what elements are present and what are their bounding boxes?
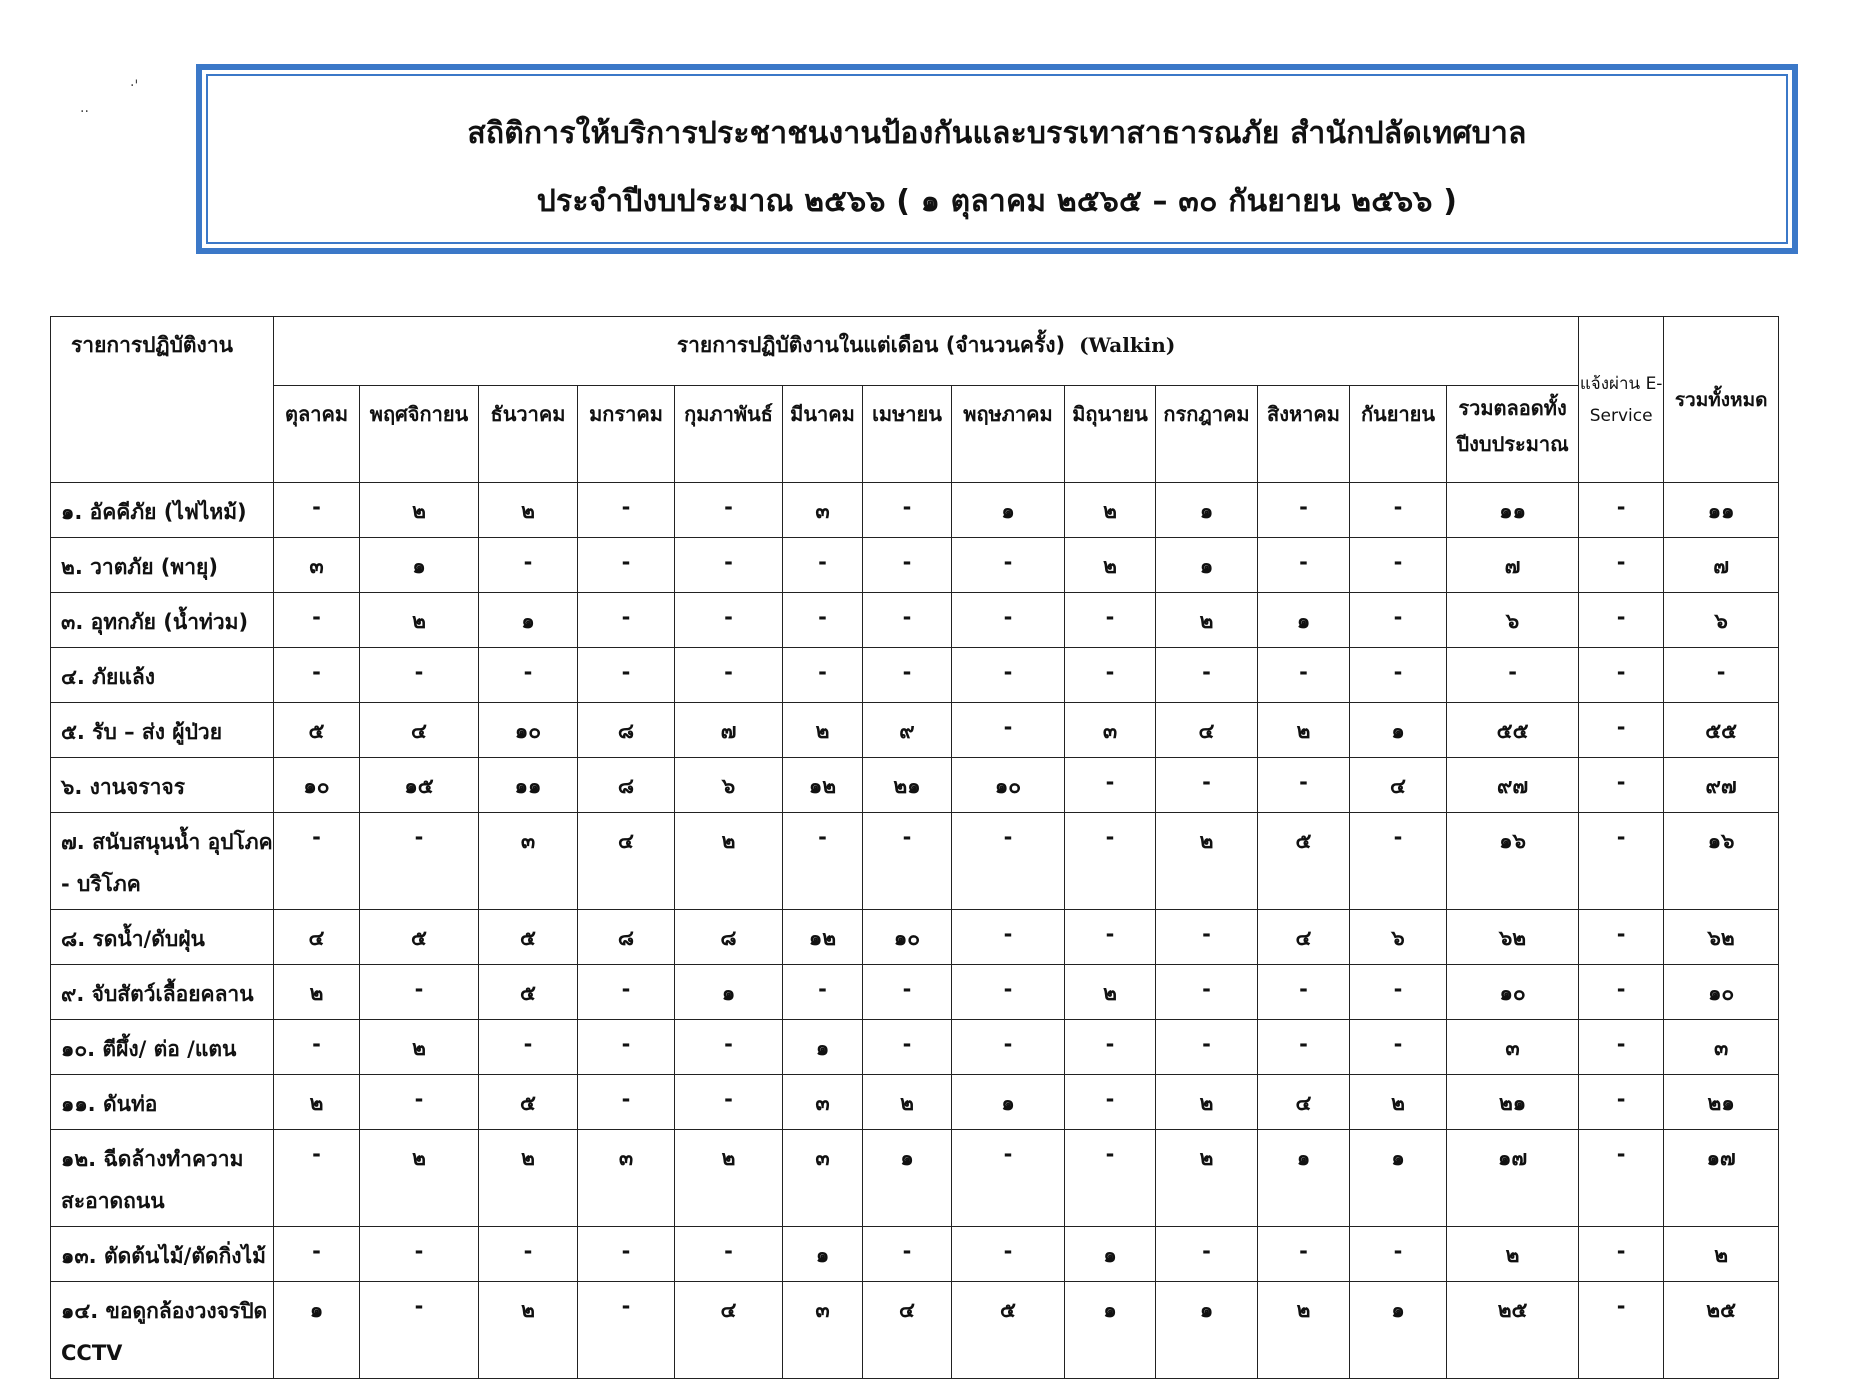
month-value-cell: ๑๒ <box>783 758 863 813</box>
row-label: ๕. รับ – ส่ง ผู้ป่วย <box>51 703 274 758</box>
month-value-cell: - <box>274 813 360 910</box>
month-value-cell: ๔ <box>360 703 479 758</box>
row-label: ๓. อุทกภัย (น้ำท่วม) <box>51 593 274 648</box>
title-box <box>196 64 1798 254</box>
row-label: ๗. สนับสนุนน้ำ อุปโภค - บริโภค <box>51 813 274 910</box>
month-value-cell: - <box>1065 1020 1156 1075</box>
month-value-cell: ๔ <box>1258 910 1350 965</box>
header-row-top <box>51 317 1779 386</box>
month-value-cell: ๖ <box>675 758 783 813</box>
eservice-cell: - <box>1579 965 1664 1020</box>
month-value-cell: - <box>360 1227 479 1282</box>
month-value-cell: ๔ <box>274 910 360 965</box>
month-header: พฤศจิกายน <box>360 386 479 483</box>
month-value-cell: ๕ <box>479 1075 578 1130</box>
month-value-cell: ๒ <box>1156 593 1258 648</box>
month-value-cell: - <box>863 483 952 538</box>
month-value-cell: ๑ <box>1065 1227 1156 1282</box>
month-header: เมษายน <box>863 386 952 483</box>
month-value-cell: ๑ <box>675 965 783 1020</box>
month-value-cell: - <box>783 965 863 1020</box>
month-value-cell: - <box>578 483 675 538</box>
sum-header: รวมตลอดทั้ง ปีงบประมาณ <box>1447 386 1579 483</box>
month-value-cell: - <box>1350 965 1447 1020</box>
month-value-cell: ๔ <box>1350 758 1447 813</box>
total-cell: ๙๗ <box>1664 758 1779 813</box>
row-label: ๔. ภัยแล้ง <box>51 648 274 703</box>
table-row <box>51 1282 1779 1379</box>
month-value-cell: - <box>952 965 1065 1020</box>
sum-cell: ๖ <box>1447 593 1579 648</box>
month-value-cell: - <box>952 593 1065 648</box>
month-value-cell: - <box>479 538 578 593</box>
sum-cell: ๒ <box>1447 1227 1579 1282</box>
month-value-cell: ๔ <box>578 813 675 910</box>
page-title: สถิติการให้บริการประชาชนงานป้องกันและบรรเทาสาธารณภัย สำนักปลัดเทศบาล <box>467 116 1527 151</box>
statistics-table <box>50 316 1779 1379</box>
month-value-cell: ๒๑ <box>863 758 952 813</box>
month-header: มกราคม <box>578 386 675 483</box>
month-value-cell: - <box>952 910 1065 965</box>
month-value-cell: - <box>578 538 675 593</box>
month-value-cell: ๕ <box>479 910 578 965</box>
month-value-cell: ๑ <box>1156 1282 1258 1379</box>
month-value-cell: - <box>1350 593 1447 648</box>
month-value-cell: ๒ <box>360 593 479 648</box>
month-value-cell: - <box>952 1130 1065 1227</box>
month-value-cell: ๑๐ <box>274 758 360 813</box>
table-row <box>51 1020 1779 1075</box>
sum-cell: ๙๗ <box>1447 758 1579 813</box>
month-header: กุมภาพันธ์ <box>675 386 783 483</box>
month-value-cell: - <box>1065 648 1156 703</box>
header-group <box>274 317 1579 386</box>
month-value-cell: - <box>675 1075 783 1130</box>
month-value-cell: - <box>274 1130 360 1227</box>
scan-speck: ·' <box>130 78 139 94</box>
month-value-cell: - <box>1156 1020 1258 1075</box>
month-value-cell: ๘ <box>578 758 675 813</box>
table-row <box>51 1227 1779 1282</box>
month-value-cell: - <box>274 648 360 703</box>
sum-cell: ๗ <box>1447 538 1579 593</box>
month-value-cell: ๑ <box>1350 1282 1447 1379</box>
table-row <box>51 593 1779 648</box>
month-value-cell: ๑๑ <box>479 758 578 813</box>
month-value-cell: ๔ <box>1156 703 1258 758</box>
month-value-cell: - <box>952 648 1065 703</box>
month-value-cell: - <box>1350 483 1447 538</box>
eservice-cell: - <box>1579 593 1664 648</box>
month-value-cell: ๒ <box>675 813 783 910</box>
total-cell: ๗ <box>1664 538 1779 593</box>
month-value-cell: ๑๐ <box>863 910 952 965</box>
month-header: มิถุนายน <box>1065 386 1156 483</box>
month-header: มีนาคม <box>783 386 863 483</box>
month-value-cell: ๑ <box>1258 593 1350 648</box>
month-value-cell: - <box>783 593 863 648</box>
month-value-cell: ๒ <box>1258 1282 1350 1379</box>
total-cell: ๖๒ <box>1664 910 1779 965</box>
month-value-cell: ๓ <box>783 1130 863 1227</box>
month-value-cell: ๑ <box>1156 483 1258 538</box>
total-cell: ๑๗ <box>1664 1130 1779 1227</box>
month-value-cell: ๑ <box>863 1130 952 1227</box>
month-value-cell: ๑๐ <box>952 758 1065 813</box>
month-value-cell: - <box>274 483 360 538</box>
month-value-cell: - <box>783 648 863 703</box>
month-value-cell: - <box>360 648 479 703</box>
month-value-cell: ๗ <box>675 703 783 758</box>
total-cell: - <box>1664 648 1779 703</box>
month-value-cell: ๒ <box>274 965 360 1020</box>
month-value-cell: ๒ <box>479 483 578 538</box>
month-value-cell: - <box>1258 758 1350 813</box>
month-value-cell: ๑ <box>274 1282 360 1379</box>
month-value-cell: ๓ <box>1065 703 1156 758</box>
month-value-cell: - <box>1350 813 1447 910</box>
header-total: รวมทั้งหมด <box>1664 317 1779 483</box>
month-value-cell: ๑๒ <box>783 910 863 965</box>
sum-cell: ๒๑ <box>1447 1075 1579 1130</box>
eservice-cell: - <box>1579 1130 1664 1227</box>
month-value-cell: ๖ <box>1350 910 1447 965</box>
month-value-cell: ๕ <box>360 910 479 965</box>
total-cell: ๕๕ <box>1664 703 1779 758</box>
month-header: กรกฎาคม <box>1156 386 1258 483</box>
sum-cell: ๑๑ <box>1447 483 1579 538</box>
row-label: ๖. งานจราจร <box>51 758 274 813</box>
page-subtitle: ประจำปีงบประมาณ ๒๕๖๖ ( ๑ ตุลาคม ๒๕๖๕ – ๓๐ กันยายน ๒๕๖๖ ) <box>536 184 1458 219</box>
month-value-cell: ๒ <box>274 1075 360 1130</box>
month-value-cell: ๓ <box>783 1282 863 1379</box>
month-value-cell: - <box>675 648 783 703</box>
month-value-cell: - <box>1350 648 1447 703</box>
month-value-cell: ๒ <box>863 1075 952 1130</box>
month-header: ธันวาคม <box>479 386 578 483</box>
table-row <box>51 1075 1779 1130</box>
month-value-cell: - <box>274 1227 360 1282</box>
month-value-cell: ๒ <box>1065 538 1156 593</box>
month-value-cell: - <box>1156 758 1258 813</box>
month-value-cell: - <box>1350 1020 1447 1075</box>
month-value-cell: ๒ <box>1065 965 1156 1020</box>
month-value-cell: ๕ <box>1258 813 1350 910</box>
month-value-cell: - <box>1350 1227 1447 1282</box>
month-value-cell: ๑ <box>479 593 578 648</box>
month-value-cell: ๕ <box>952 1282 1065 1379</box>
header-item: รายการปฏิบัติงาน <box>51 317 274 483</box>
table-row <box>51 813 1779 910</box>
month-value-cell: ๔ <box>675 1282 783 1379</box>
month-value-cell: - <box>675 483 783 538</box>
row-label: ๑๔. ขอดูกล้องวงจรปิด CCTV <box>51 1282 274 1379</box>
month-value-cell: ๕ <box>274 703 360 758</box>
row-label: ๑๐. ตีผึ้ง/ ต่อ /แตน <box>51 1020 274 1075</box>
table-row <box>51 648 1779 703</box>
total-cell: ๑๑ <box>1664 483 1779 538</box>
month-value-cell: ๒ <box>783 703 863 758</box>
month-value-cell: ๑ <box>1065 1282 1156 1379</box>
month-value-cell: - <box>578 1075 675 1130</box>
month-value-cell: - <box>675 1020 783 1075</box>
month-value-cell: - <box>578 1227 675 1282</box>
table-row <box>51 758 1779 813</box>
total-cell: ๒๑ <box>1664 1075 1779 1130</box>
sum-cell: ๕๕ <box>1447 703 1579 758</box>
month-value-cell: - <box>1258 538 1350 593</box>
eservice-cell: - <box>1579 758 1664 813</box>
total-cell: ๒๕ <box>1664 1282 1779 1379</box>
month-value-cell: - <box>360 813 479 910</box>
row-label: ๙. จับสัตว์เลื้อยคลาน <box>51 965 274 1020</box>
sum-cell: ๑๐ <box>1447 965 1579 1020</box>
month-value-cell: - <box>1156 1227 1258 1282</box>
month-value-cell: - <box>578 1020 675 1075</box>
eservice-cell: - <box>1579 910 1664 965</box>
month-value-cell: ๘ <box>578 910 675 965</box>
total-cell: ๖ <box>1664 593 1779 648</box>
eservice-cell: - <box>1579 1075 1664 1130</box>
month-value-cell: - <box>952 538 1065 593</box>
month-value-cell: ๒ <box>1156 813 1258 910</box>
month-value-cell: - <box>479 1020 578 1075</box>
eservice-cell: - <box>1579 1020 1664 1075</box>
header-group-label: รายการปฏิบัติงานในแต่เดือน (จำนวนครั้ง) <box>676 333 1066 357</box>
month-value-cell: ๑๕ <box>360 758 479 813</box>
month-value-cell: ๒ <box>479 1130 578 1227</box>
month-value-cell: ๒ <box>360 1130 479 1227</box>
month-value-cell: ๑ <box>1156 538 1258 593</box>
month-value-cell: ๒ <box>675 1130 783 1227</box>
month-value-cell: - <box>863 593 952 648</box>
total-cell: ๑๐ <box>1664 965 1779 1020</box>
month-value-cell: - <box>1258 648 1350 703</box>
sum-cell: - <box>1447 648 1579 703</box>
month-value-cell: - <box>274 593 360 648</box>
month-value-cell: - <box>783 538 863 593</box>
scan-speck: ·· <box>80 104 89 120</box>
month-value-cell: - <box>274 1020 360 1075</box>
month-value-cell: - <box>952 1020 1065 1075</box>
sum-cell: ๑๖ <box>1447 813 1579 910</box>
month-value-cell: ๒ <box>1065 483 1156 538</box>
month-value-cell: ๑ <box>1258 1130 1350 1227</box>
month-header: สิงหาคม <box>1258 386 1350 483</box>
month-value-cell: - <box>578 593 675 648</box>
eservice-cell: - <box>1579 1282 1664 1379</box>
month-value-cell: ๙ <box>863 703 952 758</box>
sum-cell: ๖๒ <box>1447 910 1579 965</box>
month-value-cell: - <box>863 813 952 910</box>
month-value-cell: ๕ <box>479 965 578 1020</box>
month-value-cell: ๒ <box>1350 1075 1447 1130</box>
month-value-cell: - <box>675 538 783 593</box>
month-value-cell: - <box>1065 1130 1156 1227</box>
eservice-cell: - <box>1579 483 1664 538</box>
month-value-cell: ๑ <box>783 1227 863 1282</box>
table-row <box>51 910 1779 965</box>
month-value-cell: - <box>1350 538 1447 593</box>
table-row <box>51 1130 1779 1227</box>
month-value-cell: - <box>479 1227 578 1282</box>
month-value-cell: ๓ <box>783 483 863 538</box>
row-label: ๑. อัคคีภัย (ไฟไหม้) <box>51 483 274 538</box>
month-value-cell: - <box>360 965 479 1020</box>
header-walkin: (Walkin) <box>1079 333 1176 357</box>
month-value-cell: - <box>360 1282 479 1379</box>
month-value-cell: - <box>578 648 675 703</box>
eservice-cell: - <box>1579 703 1664 758</box>
eservice-cell: - <box>1579 813 1664 910</box>
month-value-cell: ๑ <box>1350 1130 1447 1227</box>
month-value-cell: ๓ <box>783 1075 863 1130</box>
month-value-cell: ๓ <box>479 813 578 910</box>
month-value-cell: - <box>360 1075 479 1130</box>
month-value-cell: - <box>952 813 1065 910</box>
month-value-cell: ๔ <box>1258 1075 1350 1130</box>
table-row <box>51 538 1779 593</box>
month-value-cell: - <box>1065 758 1156 813</box>
month-header: กันยายน <box>1350 386 1447 483</box>
month-value-cell: ๒ <box>1258 703 1350 758</box>
month-value-cell: ๑๐ <box>479 703 578 758</box>
header-eservice: แจ้งผ่าน E-Service <box>1579 317 1664 483</box>
eservice-cell: - <box>1579 1227 1664 1282</box>
month-value-cell: - <box>479 648 578 703</box>
row-label: ๑๑. ดันท่อ <box>51 1075 274 1130</box>
month-value-cell: ๓ <box>274 538 360 593</box>
month-value-cell: ๑ <box>783 1020 863 1075</box>
row-label: ๑๒. ฉีดล้างทำความ สะอาดถนน <box>51 1130 274 1227</box>
month-value-cell: - <box>675 593 783 648</box>
row-label: ๑๓. ตัดต้นไม้/ตัดกิ่งไม้ <box>51 1227 274 1282</box>
month-value-cell: ๑ <box>360 538 479 593</box>
sum-cell: ๒๕ <box>1447 1282 1579 1379</box>
month-value-cell: - <box>1258 1227 1350 1282</box>
month-value-cell: - <box>863 648 952 703</box>
row-label: ๘. รดน้ำ/ดับฝุ่น <box>51 910 274 965</box>
month-value-cell: ๒ <box>479 1282 578 1379</box>
month-value-cell: - <box>863 1020 952 1075</box>
table-row <box>51 965 1779 1020</box>
month-value-cell: ๔ <box>863 1282 952 1379</box>
month-value-cell: - <box>952 1227 1065 1282</box>
row-label: ๒. วาตภัย (พายุ) <box>51 538 274 593</box>
total-cell: ๓ <box>1664 1020 1779 1075</box>
table-row <box>51 483 1779 538</box>
month-value-cell: - <box>863 1227 952 1282</box>
total-cell: ๑๖ <box>1664 813 1779 910</box>
month-value-cell: - <box>783 813 863 910</box>
month-value-cell: - <box>1065 813 1156 910</box>
month-value-cell: - <box>675 1227 783 1282</box>
month-value-cell: - <box>578 965 675 1020</box>
month-value-cell: - <box>1258 965 1350 1020</box>
table-row <box>51 703 1779 758</box>
eservice-cell: - <box>1579 538 1664 593</box>
month-value-cell: - <box>1156 965 1258 1020</box>
sum-cell: ๑๗ <box>1447 1130 1579 1227</box>
month-header: พฤษภาคม <box>952 386 1065 483</box>
month-value-cell: - <box>952 703 1065 758</box>
eservice-cell: - <box>1579 648 1664 703</box>
month-value-cell: ๒ <box>1156 1130 1258 1227</box>
month-value-cell: - <box>1156 648 1258 703</box>
month-value-cell: - <box>1258 1020 1350 1075</box>
month-value-cell: ๑ <box>1350 703 1447 758</box>
month-value-cell: - <box>863 538 952 593</box>
month-header: ตุลาคม <box>274 386 360 483</box>
month-value-cell: ๒ <box>360 1020 479 1075</box>
month-value-cell: - <box>1065 1075 1156 1130</box>
total-cell: ๒ <box>1664 1227 1779 1282</box>
month-value-cell: ๒ <box>360 483 479 538</box>
month-value-cell: - <box>1065 593 1156 648</box>
sum-cell: ๓ <box>1447 1020 1579 1075</box>
month-value-cell: - <box>1258 483 1350 538</box>
month-value-cell: ๓ <box>578 1130 675 1227</box>
month-value-cell: ๘ <box>675 910 783 965</box>
month-value-cell: - <box>863 965 952 1020</box>
month-header-row <box>51 386 1779 483</box>
month-value-cell: ๒ <box>1156 1075 1258 1130</box>
month-value-cell: ๑ <box>952 483 1065 538</box>
month-value-cell: ๑ <box>952 1075 1065 1130</box>
month-value-cell: - <box>1065 910 1156 965</box>
month-value-cell: - <box>578 1282 675 1379</box>
month-value-cell: ๘ <box>578 703 675 758</box>
month-value-cell: - <box>1156 910 1258 965</box>
